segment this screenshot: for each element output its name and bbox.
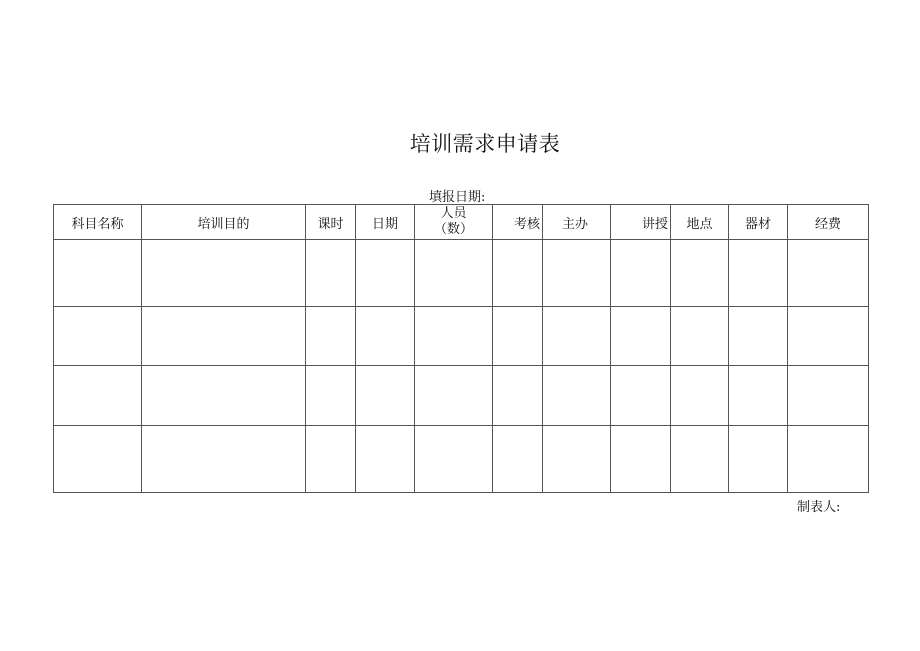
table-cell[interactable] <box>415 426 493 493</box>
table-cell[interactable] <box>356 366 415 426</box>
table-cell[interactable] <box>788 426 869 493</box>
table-cell[interactable] <box>142 307 306 366</box>
header-people-line1: 人员 <box>440 206 467 221</box>
training-request-table <box>53 204 869 493</box>
table-cell[interactable] <box>54 307 142 366</box>
table-cell[interactable] <box>788 307 869 366</box>
table-cell[interactable] <box>415 240 493 307</box>
table-cell[interactable] <box>54 426 142 493</box>
table-cell[interactable] <box>788 366 869 426</box>
table-cell[interactable] <box>611 240 671 307</box>
table-cell[interactable] <box>306 366 356 426</box>
table-cell[interactable] <box>54 240 142 307</box>
table-cell[interactable] <box>356 240 415 307</box>
table-cell[interactable] <box>415 366 493 426</box>
table-cell[interactable] <box>493 426 543 493</box>
table-cell[interactable] <box>729 307 788 366</box>
table-row <box>54 307 869 366</box>
table-cell[interactable] <box>729 240 788 307</box>
table-cell[interactable] <box>306 240 356 307</box>
table-header-row <box>54 205 869 240</box>
table-cell[interactable] <box>54 366 142 426</box>
table-cell[interactable] <box>788 240 869 307</box>
table-cell[interactable] <box>543 307 611 366</box>
fill-date-label: 填报日期: <box>429 190 486 205</box>
header-location: 地点 <box>671 205 729 240</box>
table-cell[interactable] <box>493 240 543 307</box>
table-cell[interactable] <box>671 426 729 493</box>
header-equipment: 器材 <box>729 205 788 240</box>
table-cell[interactable] <box>543 240 611 307</box>
header-date: 日期 <box>356 205 415 240</box>
header-people <box>415 205 493 240</box>
table-cell[interactable] <box>142 426 306 493</box>
table-cell[interactable] <box>493 366 543 426</box>
table-cell[interactable] <box>729 366 788 426</box>
table-cell[interactable] <box>493 307 543 366</box>
header-organizer: 主办 <box>543 205 611 240</box>
table-cell[interactable] <box>543 426 611 493</box>
table-row <box>54 426 869 493</box>
table-cell[interactable] <box>729 426 788 493</box>
table-cell[interactable] <box>611 366 671 426</box>
table-cell[interactable] <box>611 426 671 493</box>
table-cell[interactable] <box>142 366 306 426</box>
header-hours: 课时 <box>306 205 356 240</box>
header-people-line2: （数） <box>433 222 473 237</box>
table-cell[interactable] <box>671 307 729 366</box>
table-row <box>54 240 869 307</box>
table-cell[interactable] <box>611 307 671 366</box>
table-cell[interactable] <box>671 240 729 307</box>
table-cell[interactable] <box>306 426 356 493</box>
table-cell[interactable] <box>415 307 493 366</box>
table-row <box>54 366 869 426</box>
maker-label: 制表人: <box>797 500 841 515</box>
header-cost: 经费 <box>788 205 869 240</box>
header-subject: 科目名称 <box>54 205 142 240</box>
header-assessment: 考核 <box>493 205 543 240</box>
table-cell[interactable] <box>356 426 415 493</box>
table-cell[interactable] <box>543 366 611 426</box>
table-cell[interactable] <box>142 240 306 307</box>
header-lecturer: 讲授 <box>611 205 671 240</box>
table-cell[interactable] <box>671 366 729 426</box>
table-cell[interactable] <box>356 307 415 366</box>
header-purpose: 培训目的 <box>142 205 306 240</box>
table-cell[interactable] <box>306 307 356 366</box>
page-title: 培训需求申请表 <box>409 132 561 156</box>
